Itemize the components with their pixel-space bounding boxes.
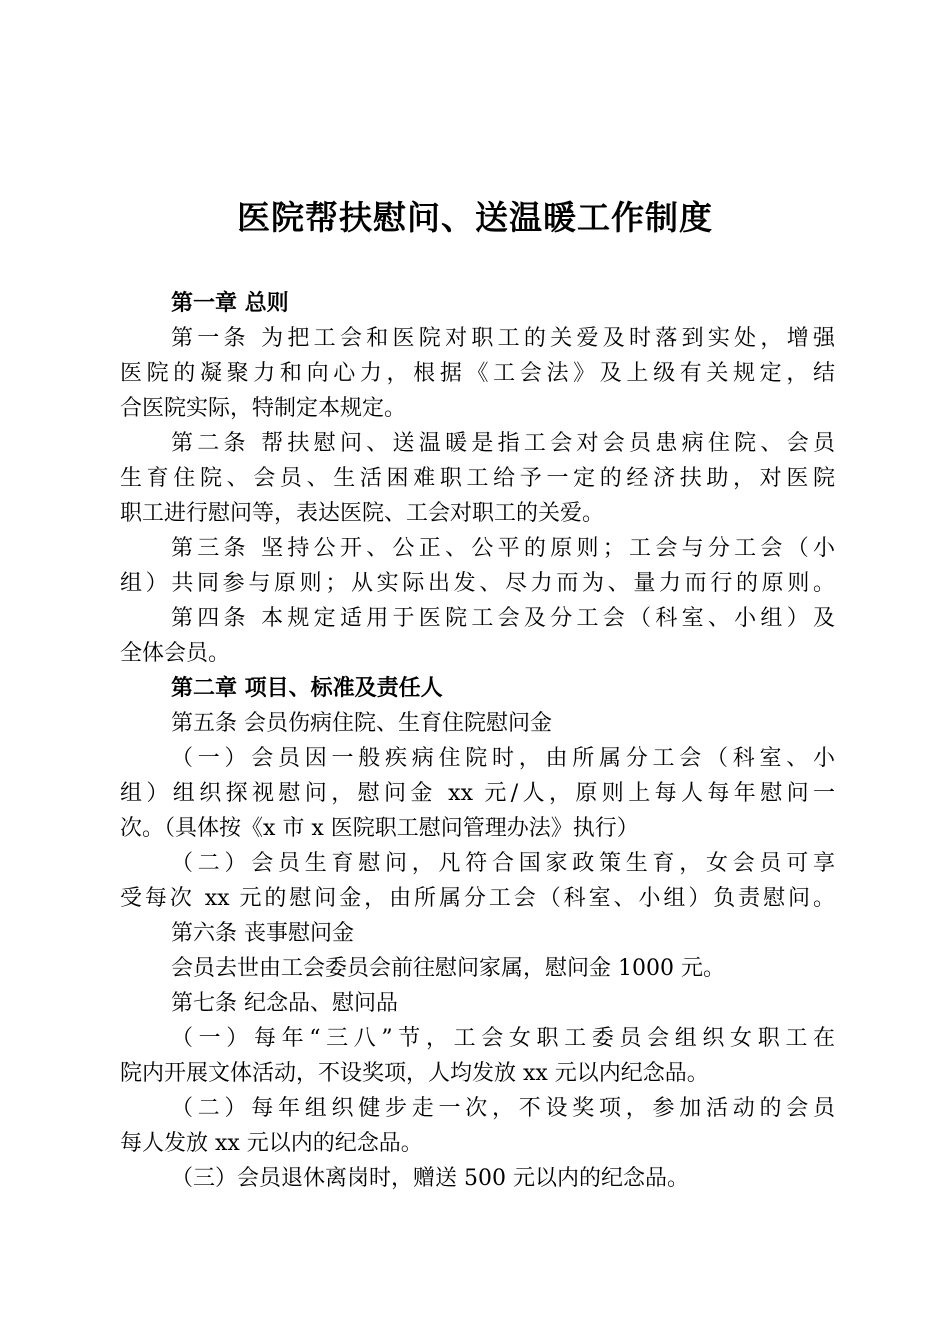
text-line: 第七条 纪念品、慰问品 [171,991,398,1016]
text-line: 第四条 本规定适用于医院工会及分工会（科室、小组）及 [171,606,835,631]
document-body [120,286,835,1196]
text-line: （三）会员退休离岗时，赠送 500 元以内的纪念品。 [171,1166,689,1191]
text-line: 组）共同参与原则；从实际出发、尽力而为、量力而行的原则。 [120,571,835,596]
text-line: 全体会员。 [120,641,231,666]
text-line: 合医院实际，特制定本规定。 [120,396,407,421]
text-line: 次。（具体按《x 市 x 医院职工慰问管理办法》执行） [120,816,639,841]
text-line: （一）每年“三八”节，工会女职工委员会组织女职工在 [171,1026,835,1051]
text-line: 职工进行慰问等，表达医院、工会对职工的关爱。 [120,501,605,526]
text-line: 第三条 坚持公开、公正、公平的原则；工会与分工会（小 [171,536,835,561]
chapter-heading: 第一章 总则 [171,291,289,316]
text-line: 受每次 xx 元的慰问金，由所属分工会（科室、小组）负责慰问。 [120,886,835,911]
text-line: （一）会员因一般疾病住院时，由所属分工会（科室、小 [171,746,835,771]
text-line: 会员去世由工会委员会前往慰问家属，慰问金 1000 元。 [171,956,725,981]
document-title: 医院帮扶慰问、送温暖工作制度 [237,198,713,237]
text-line: 组）组织探视慰问，慰问金 xx 元/人，原则上每人每年慰问一 [120,781,835,806]
text-line: 医院的凝聚力和向心力，根据《工会法》及上级有关规定，结 [120,361,835,386]
text-line: 第五条 会员伤病住院、生育住院慰问金 [171,711,552,736]
text-line: 第一条 为把工会和医院对职工的关爱及时落到实处，增强 [171,326,835,351]
chapter-heading: 第二章 项目、标准及责任人 [171,676,443,701]
text-line: 每人发放 xx 元以内的纪念品。 [120,1131,423,1156]
text-line: 院内开展文体活动，不设奖项，人均发放 xx 元以内纪念品。 [120,1061,709,1086]
text-line: 第二条 帮扶慰问、送温暖是指工会对会员患病住院、会员 [171,431,835,456]
text-line: （二）会员生育慰问，凡符合国家政策生育，女会员可享 [171,851,835,876]
text-line: 第六条 丧事慰问金 [171,921,354,946]
text-line: （二）每年组织健步走一次，不设奖项，参加活动的会员 [171,1096,835,1121]
text-line: 生育住院、会员、生活困难职工给予一定的经济扶助，对医院 [120,466,835,491]
